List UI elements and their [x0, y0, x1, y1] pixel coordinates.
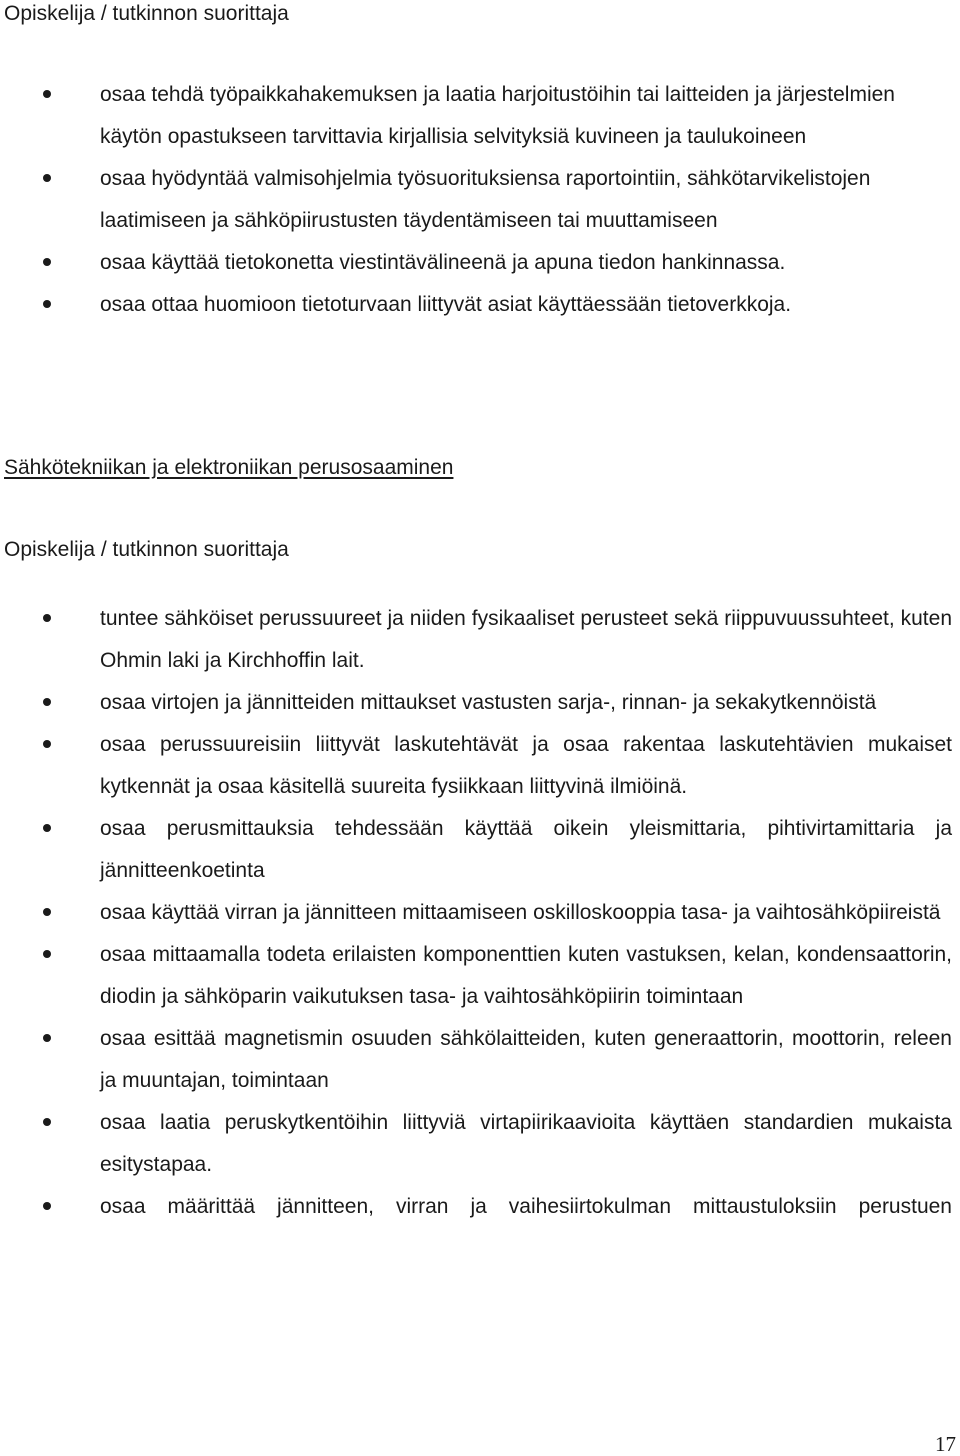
list-item-text: osaa hyödyntää valmisohjelmia työsuorituksiensa raportointiin, sähkötarvikelistojen laatimiseen ja sähköpiirustusten täydentämiseen tai muuttamiseen: [100, 167, 871, 232]
bullet-icon: [43, 908, 51, 916]
list-item-text: tuntee sähköiset perussuureet ja niiden fysikaaliset perusteet sekä riippuvuussuhteet, kuten Ohmin laki ja Kirchhoffin lait.: [100, 607, 952, 672]
list-item: [0, 808, 960, 892]
bullet-icon: [43, 258, 51, 266]
list-item-text: osaa tehdä työpaikkahakemuksen ja laatia harjoitustöihin tai laitteiden ja järjestelmien käytön opastukseen tarvittavia kirjallisia selvityksiä kuvineen ja taulukoineen: [100, 83, 895, 148]
bullet-icon: [43, 614, 51, 622]
list-item-text: osaa virtojen ja jännitteiden mittaukset vastusten sarja-, rinnan- ja sekakytkennöistä: [100, 691, 877, 714]
list-item-text: osaa käyttää tietokonetta viestintävälineenä ja apuna tiedon hankinnassa.: [100, 251, 786, 274]
section-heading-student-2: Opiskelija / tutkinnon suorittaja: [4, 538, 289, 561]
list-item-text: osaa perussuureisiin liittyvät laskutehtävät ja osaa rakentaa laskutehtävien mukaiset kytkennät ja osaa käsitellä suureita fysiikkaan liittyvinä ilmiöinä.: [100, 733, 952, 798]
list-item: [0, 598, 960, 682]
bullet-icon: [43, 740, 51, 748]
list-item: [0, 724, 960, 808]
list-item: [0, 892, 960, 934]
section-heading-student: Opiskelija / tutkinnon suorittaja: [4, 2, 289, 25]
list-item-text: osaa määrittää jännitteen, virran ja vaihesiirtokulman mittaustuloksiin perustuen: [100, 1195, 952, 1218]
list-item-text: osaa mittaamalla todeta erilaisten komponenttien kuten vastuksen, kelan, kondensaattorin, diodin ja sähköparin vaikutuksen tasa- ja vaihtosähköpiirin toimintaan: [100, 943, 952, 1008]
skills-list-electrical: [0, 598, 960, 1228]
page-number: 17: [935, 1432, 956, 1456]
list-item: [0, 934, 960, 1018]
list-item: [0, 158, 960, 242]
list-item-text: osaa käyttää virran ja jännitteen mittaamiseen oskilloskooppia tasa- ja vaihtosähköpiireistä: [100, 901, 941, 924]
skills-list-ict: [0, 74, 960, 326]
list-item: [0, 1102, 960, 1186]
list-item-text: osaa perusmittauksia tehdessään käyttää oikein yleismittaria, pihtivirtamittaria ja jännitteenkoetinta: [100, 817, 952, 882]
list-item: [0, 1186, 960, 1228]
list-item: [0, 242, 960, 284]
bullet-icon: [43, 950, 51, 958]
list-item-text: osaa esittää magnetismin osuuden sähkölaitteiden, kuten generaattorin, moottorin, releen ja muuntajan, toimintaan: [100, 1027, 952, 1092]
bullet-icon: [43, 698, 51, 706]
list-item: [0, 682, 960, 724]
bullet-icon: [43, 90, 51, 98]
list-item-text: osaa laatia peruskytkentöihin liittyviä virtapiirikaavioita käyttäen standardien mukaista esitystapaa.: [100, 1111, 952, 1176]
bullet-icon: [43, 1118, 51, 1126]
list-item: [0, 284, 960, 326]
list-item-text: osaa ottaa huomioon tietoturvaan liittyvät asiat käyttäessään tietoverkkoja.: [100, 293, 792, 316]
bullet-icon: [43, 174, 51, 182]
list-item: [0, 1018, 960, 1102]
list-item: [0, 74, 960, 158]
bullet-icon: [43, 1202, 51, 1210]
bullet-icon: [43, 1034, 51, 1042]
bullet-icon: [43, 824, 51, 832]
section-title-electrical-basics: Sähkötekniikan ja elektroniikan perusosaaminen: [4, 456, 454, 479]
bullet-icon: [43, 300, 51, 308]
